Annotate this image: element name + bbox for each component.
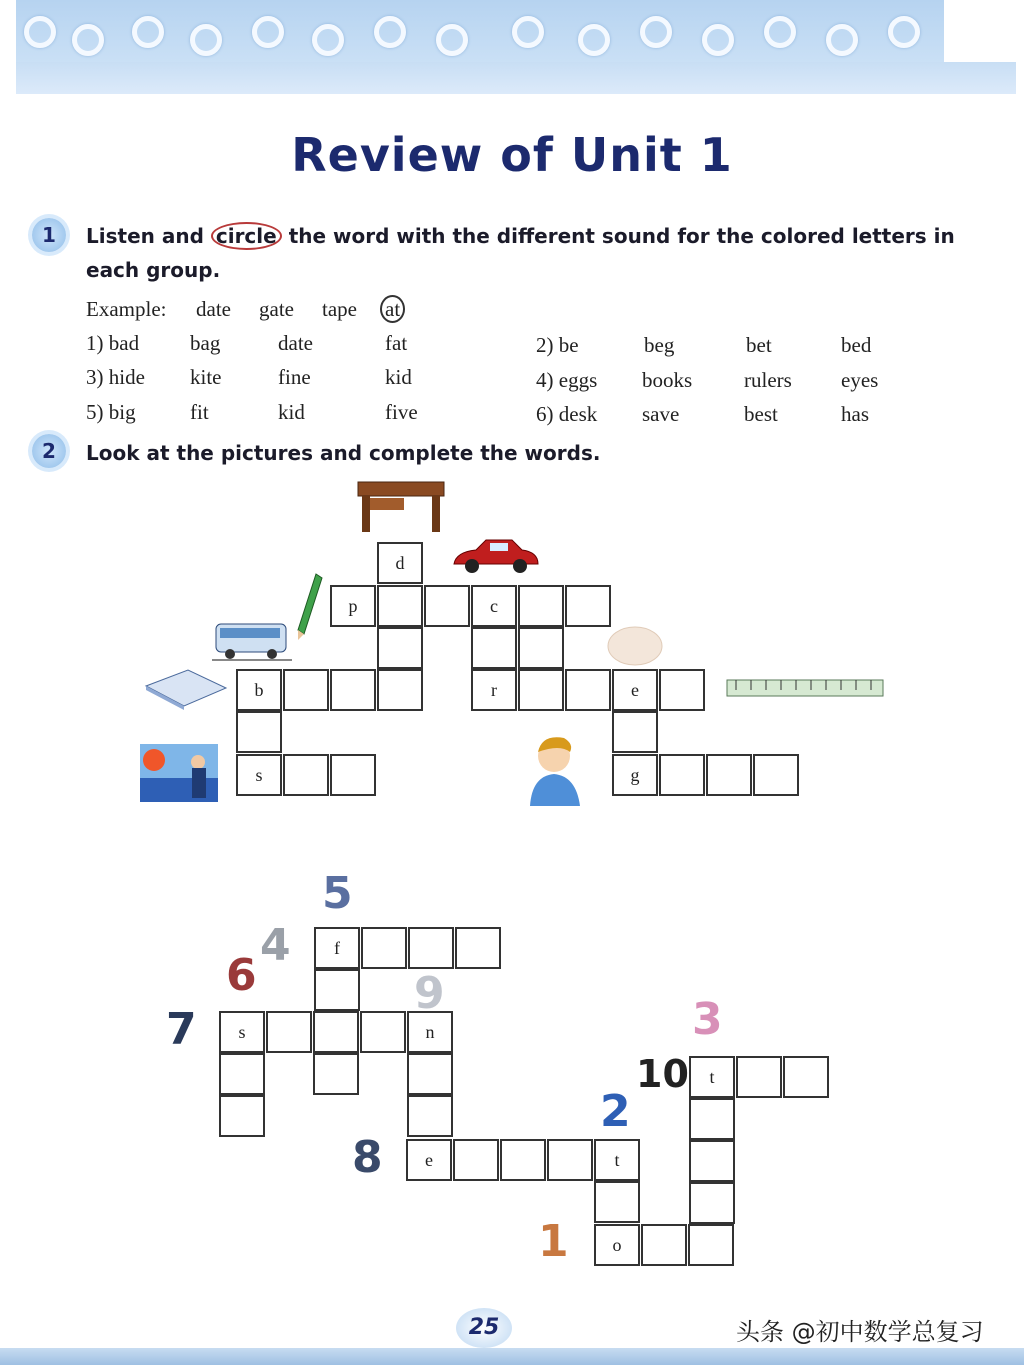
crossword-cell[interactable]: b bbox=[236, 669, 282, 711]
desk-picture bbox=[356, 478, 448, 536]
crossword-cell[interactable]: p bbox=[330, 585, 376, 627]
ring-decoration bbox=[312, 24, 344, 56]
watermark-text: 头条 @初中数学总复习 bbox=[736, 1318, 984, 1346]
group-word[interactable]: best bbox=[744, 402, 778, 426]
page-number: 25 bbox=[456, 1308, 512, 1348]
group-label[interactable]: 5) big bbox=[86, 400, 136, 424]
ring-decoration bbox=[72, 24, 104, 56]
crossword-cell[interactable] bbox=[518, 627, 564, 669]
crossword-cell[interactable] bbox=[736, 1056, 782, 1098]
crossword-cell[interactable] bbox=[219, 1053, 265, 1095]
crossword-cell[interactable] bbox=[283, 669, 329, 711]
car-picture bbox=[450, 536, 542, 576]
section-2-instruction: Look at the pictures and complete the words. bbox=[86, 441, 601, 465]
example-word: date bbox=[196, 297, 231, 321]
ring-decoration bbox=[826, 24, 858, 56]
clue-number: 10 bbox=[636, 1052, 689, 1096]
group-word[interactable]: books bbox=[642, 368, 693, 392]
ring-decoration bbox=[436, 24, 468, 56]
ruler-picture bbox=[726, 678, 886, 698]
example-answer bbox=[380, 297, 405, 322]
crossword-cell[interactable]: t bbox=[689, 1056, 735, 1098]
group-word[interactable]: five bbox=[385, 400, 418, 424]
ring-decoration bbox=[190, 24, 222, 56]
crossword-cell[interactable]: d bbox=[377, 542, 423, 584]
crossword-cell[interactable] bbox=[407, 1053, 453, 1095]
page-title: Review of Unit 1 bbox=[291, 128, 733, 182]
crossword-cell[interactable]: t bbox=[594, 1139, 640, 1181]
crossword-cell[interactable] bbox=[689, 1098, 735, 1140]
group-label[interactable]: 3) hide bbox=[86, 365, 145, 389]
crossword-cell[interactable] bbox=[360, 1011, 406, 1053]
boy-picture bbox=[520, 730, 590, 806]
ring-decoration bbox=[578, 24, 610, 56]
crossword-cell[interactable] bbox=[377, 585, 423, 627]
crossword-cell[interactable] bbox=[753, 754, 799, 796]
crossword-cell[interactable]: n bbox=[407, 1011, 453, 1053]
crossword-cell[interactable] bbox=[659, 669, 705, 711]
ring-decoration bbox=[132, 16, 164, 48]
instruction-part-1: Listen and bbox=[86, 224, 204, 248]
crossword-cell[interactable] bbox=[659, 754, 705, 796]
book-picture bbox=[140, 664, 230, 712]
ring-decoration bbox=[888, 16, 920, 48]
crossword-cell[interactable]: e bbox=[406, 1139, 452, 1181]
ring-decoration bbox=[374, 16, 406, 48]
group-word[interactable]: bed bbox=[841, 333, 872, 357]
ring-decoration bbox=[252, 16, 284, 48]
crossword-cell[interactable] bbox=[330, 669, 376, 711]
group-word[interactable]: kite bbox=[190, 365, 222, 389]
group-word[interactable]: kid bbox=[278, 400, 305, 424]
crossword-cell[interactable] bbox=[314, 969, 360, 1011]
clue-number: 8 bbox=[352, 1132, 383, 1183]
clue-number: 9 bbox=[414, 968, 445, 1019]
clue-number: 2 bbox=[600, 1086, 631, 1137]
crossword-cell[interactable] bbox=[455, 927, 501, 969]
group-word[interactable]: rulers bbox=[744, 368, 792, 392]
crossword-cell[interactable] bbox=[236, 711, 282, 753]
crossword-cell[interactable] bbox=[377, 669, 423, 711]
clue-number: 4 bbox=[260, 920, 291, 971]
crossword-cell[interactable]: f bbox=[314, 927, 360, 969]
crossword-cell[interactable] bbox=[783, 1056, 829, 1098]
example-word: tape bbox=[322, 297, 357, 321]
ring-decoration bbox=[512, 16, 544, 48]
crossword-cell[interactable] bbox=[408, 927, 454, 969]
group-label[interactable]: 6) desk bbox=[536, 402, 598, 426]
crossword-cell[interactable] bbox=[689, 1140, 735, 1182]
crossword-cell[interactable] bbox=[689, 1182, 735, 1224]
crossword-cell[interactable]: s bbox=[236, 754, 282, 796]
group-word[interactable]: fine bbox=[278, 365, 311, 389]
group-word[interactable]: fat bbox=[385, 331, 408, 355]
egg-picture bbox=[606, 624, 664, 668]
crossword-cell[interactable] bbox=[313, 1053, 359, 1095]
clue-number: 1 bbox=[538, 1216, 569, 1267]
crossword-cell[interactable] bbox=[266, 1011, 312, 1053]
group-word[interactable]: save bbox=[642, 402, 680, 426]
instruction-part-2: the word with the different sound for the colored letters in bbox=[288, 224, 955, 248]
ring-decoration bbox=[640, 16, 672, 48]
crossword-cell[interactable] bbox=[565, 669, 611, 711]
crossword-cell[interactable] bbox=[361, 927, 407, 969]
clue-number: 3 bbox=[692, 994, 723, 1045]
crossword-cell[interactable] bbox=[424, 585, 470, 627]
crossword-cell[interactable] bbox=[471, 627, 517, 669]
group-word[interactable]: bag bbox=[190, 331, 221, 355]
crossword-cell[interactable]: e bbox=[612, 669, 658, 711]
crossword-cell[interactable] bbox=[500, 1139, 546, 1181]
crossword-cell[interactable] bbox=[547, 1139, 593, 1181]
crossword-cell[interactable] bbox=[219, 1095, 265, 1137]
crossword-cell[interactable] bbox=[518, 585, 564, 627]
group-word[interactable]: eyes bbox=[841, 368, 879, 392]
group-word[interactable]: date bbox=[278, 331, 313, 355]
example-label: Example: bbox=[86, 297, 167, 321]
pencil-picture bbox=[294, 572, 324, 642]
crossword-cell[interactable] bbox=[377, 627, 423, 669]
crossword-cell[interactable]: g bbox=[612, 754, 658, 796]
section-2-badge: 2 bbox=[32, 434, 66, 468]
ring-decoration bbox=[24, 16, 56, 48]
crossword-cell[interactable] bbox=[407, 1095, 453, 1137]
crossword-cell[interactable]: o bbox=[594, 1224, 640, 1266]
crossword-cell[interactable] bbox=[518, 669, 564, 711]
example-word: gate bbox=[259, 297, 294, 321]
group-label[interactable]: 1) bad bbox=[86, 331, 140, 355]
crossword-cell[interactable] bbox=[313, 1011, 359, 1053]
top-decoration-band-lower bbox=[16, 62, 1016, 94]
crossword-cell[interactable] bbox=[706, 754, 752, 796]
crossword-cell[interactable] bbox=[594, 1181, 640, 1223]
crossword-cell[interactable] bbox=[453, 1139, 499, 1181]
section-1-badge: 1 bbox=[32, 218, 66, 252]
example-answer-circled: at bbox=[380, 295, 405, 323]
crossword-cell[interactable] bbox=[565, 585, 611, 627]
bus-picture bbox=[212, 618, 294, 664]
clue-number: 7 bbox=[166, 1004, 197, 1055]
group-label[interactable]: 2) be bbox=[536, 333, 579, 357]
clue-number: 5 bbox=[322, 868, 353, 919]
group-word[interactable]: bet bbox=[746, 333, 772, 357]
group-word[interactable]: kid bbox=[385, 365, 412, 389]
ring-decoration bbox=[764, 16, 796, 48]
section-1-instruction-line2: each group. bbox=[86, 258, 221, 282]
clue-number: 6 bbox=[226, 950, 257, 1001]
crossword-cell[interactable] bbox=[283, 754, 329, 796]
crossword-cell[interactable] bbox=[688, 1224, 734, 1266]
bottom-decoration-band bbox=[0, 1348, 1024, 1365]
crossword-cell[interactable] bbox=[612, 711, 658, 753]
group-word[interactable]: beg bbox=[644, 333, 675, 357]
instruction-circled-word: circle bbox=[211, 222, 282, 250]
group-word[interactable]: has bbox=[841, 402, 869, 426]
ring-decoration bbox=[702, 24, 734, 56]
crossword-cell[interactable]: r bbox=[471, 669, 517, 711]
crossword-cell[interactable] bbox=[330, 754, 376, 796]
group-label[interactable]: 4) eggs bbox=[536, 368, 598, 392]
crossword-cell[interactable] bbox=[641, 1224, 687, 1266]
group-word[interactable]: fit bbox=[190, 400, 209, 424]
sea-picture bbox=[140, 744, 218, 802]
section-1-instruction bbox=[86, 224, 955, 248]
crossword-cell[interactable]: c bbox=[471, 585, 517, 627]
crossword-cell[interactable]: s bbox=[219, 1011, 265, 1053]
